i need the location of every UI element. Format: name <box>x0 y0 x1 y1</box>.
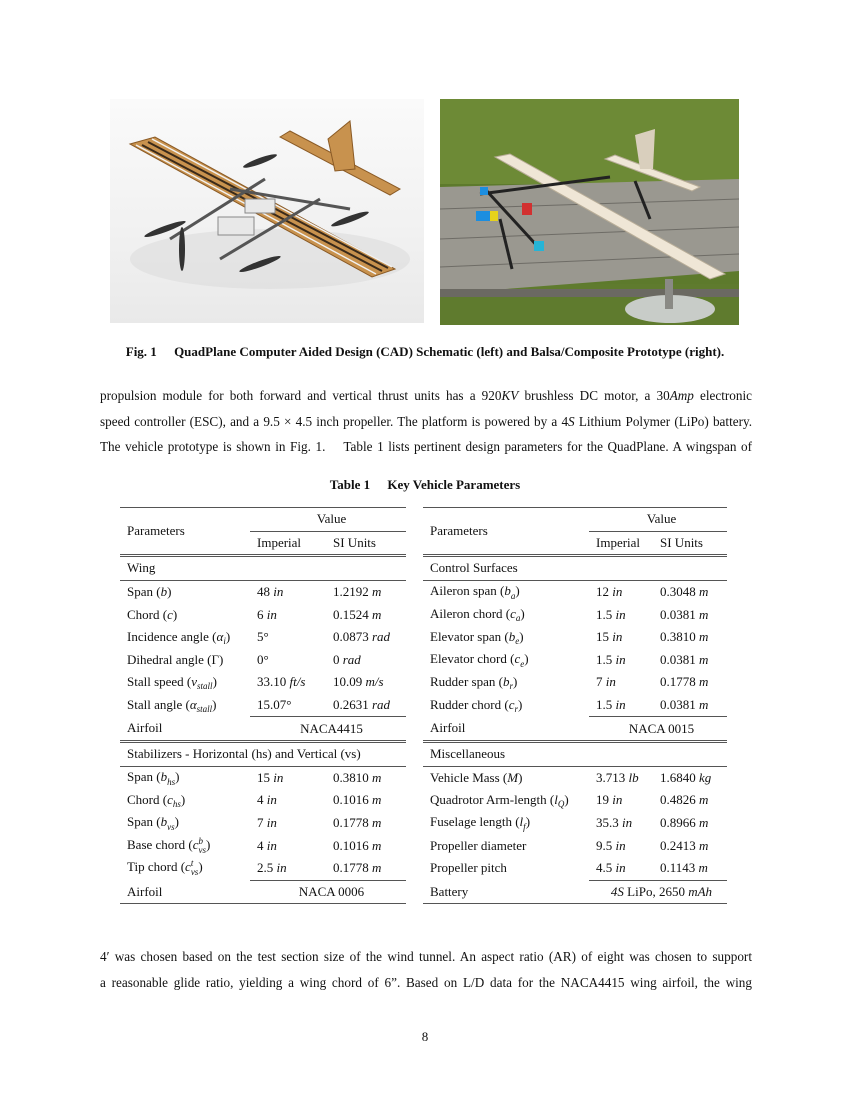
param-symbol: b <box>508 628 516 644</box>
param-cell: Span (b) <box>127 584 172 600</box>
imperial-value: 1.5 in <box>596 697 626 713</box>
param-cell: Span (b vs ) <box>127 814 179 832</box>
param-symbol: b <box>502 673 510 689</box>
unit: in <box>273 584 284 600</box>
si-value: 0.0381 m <box>660 606 709 622</box>
text-line: propulsion module for both forward and vertical thrust units has a 920KV brushless DC motor, a 30Amp electronic <box>100 388 753 403</box>
text-line: 4′ was chosen based on the test section size of the wind tunnel. An aspect ratio (AR) of eight was chosen to support <box>100 949 752 964</box>
unit: m <box>372 792 382 808</box>
imperial-value: 35.3 in <box>596 815 633 831</box>
airfoil-row <box>423 717 727 742</box>
unit: m <box>372 815 382 831</box>
table-row <box>120 603 406 626</box>
param-cell: Base chord (c b vs ) <box>127 835 211 855</box>
param-symbol: b <box>160 814 168 830</box>
param-cell: Chord (c hs ) <box>127 791 186 810</box>
imperial-value: 48 in <box>257 584 284 600</box>
header-si: SI Units <box>653 531 727 556</box>
table-title <box>0 477 850 493</box>
param-symbol: v <box>191 673 198 689</box>
table-row <box>423 834 727 857</box>
section-header-row <box>120 556 406 581</box>
cad-schematic-image <box>110 99 424 323</box>
header-value: Value <box>589 508 727 532</box>
airfoil-value: NACA4415 <box>250 717 406 742</box>
imperial-value: 3.713 lb <box>596 769 639 785</box>
unit: m <box>699 629 709 645</box>
param-symbol: l <box>519 814 524 830</box>
si-value: 0.1778 m <box>333 860 382 876</box>
si-value: 0.0873 rad <box>333 629 391 645</box>
imperial-value: 4 in <box>257 792 277 808</box>
unit: lb <box>628 769 639 785</box>
airfoil-value: NACA 0015 <box>589 717 727 742</box>
prototype-photo <box>440 99 739 325</box>
unit: rad <box>372 629 391 645</box>
unit: in <box>612 792 623 808</box>
param-symbol: c <box>514 651 521 667</box>
param-symbol: b <box>160 769 168 785</box>
imperial-value: 0° <box>257 651 269 667</box>
si-value: 0.1143 m <box>660 860 708 876</box>
unit: m <box>372 837 382 853</box>
unit: m <box>699 651 709 667</box>
unit: m <box>372 860 382 876</box>
imperial-value: 4 in <box>257 837 277 853</box>
imperial-value: 15 in <box>596 629 623 645</box>
section-name: Miscellaneous <box>430 746 506 762</box>
table-row <box>120 671 406 694</box>
table-row <box>423 671 727 694</box>
param-cell: Incidence angle (α i ) <box>127 628 231 647</box>
param-cell: Stall speed (v stall ) <box>127 673 217 692</box>
param-cell: Elevator span (b e ) <box>430 628 524 647</box>
unit: m <box>699 792 709 808</box>
unit: m <box>699 697 709 713</box>
param-symbol: c <box>508 696 515 712</box>
unit: in <box>615 837 626 853</box>
param-cell: Fuselage length (l f ) <box>430 814 531 832</box>
header-imperial: Imperial <box>250 531 326 556</box>
text-line: speed controller (ESC), and a 9.5 × 4.5 inch propeller. The platform is powered by a 4S Lithium Polymer (LiPo) battery. <box>100 413 753 429</box>
unit: rad <box>342 651 361 667</box>
unit: m <box>372 584 382 600</box>
imperial-value: 12 in <box>596 584 623 600</box>
param-symbol: l <box>554 791 558 807</box>
param-symbol: b <box>504 583 511 599</box>
header-parameters: Parameters <box>423 508 589 556</box>
airfoil-value: 4S LiPo, 2650 mAh <box>589 880 727 904</box>
si-value: 0.1524 m <box>333 606 382 622</box>
unit: m <box>698 860 708 876</box>
airfoil-label: Battery <box>430 883 469 899</box>
imperial-value: 1.5 in <box>596 651 626 667</box>
unit: in <box>266 837 277 853</box>
si-value: 1.2192 m <box>333 584 382 600</box>
si-value: 0.3048 m <box>660 584 709 600</box>
table-row <box>120 857 406 880</box>
airfoil-row <box>120 717 406 742</box>
figure-caption-text: QuadPlane Computer Aided Design (CAD) Schematic (left) and Balsa/Composite Prototype (right). <box>174 344 725 359</box>
table-row <box>423 603 727 626</box>
table-row <box>120 812 406 835</box>
unit: in <box>612 629 623 645</box>
text-line: a reasonable glide ratio, yielding a wing chord of 6”. Based on L/D data for the NACA4415 wing airfoil, the wing <box>100 974 752 990</box>
unit: m <box>699 837 709 853</box>
page-number: 8 <box>421 1029 429 1044</box>
imperial-value: 15.07° <box>257 697 292 713</box>
unit: in <box>615 860 626 876</box>
param-cell: Propeller diameter <box>430 837 527 853</box>
imperial-value: 7 in <box>257 815 277 831</box>
param-cell: Stall angle (α stall ) <box>127 696 217 715</box>
imperial-value: 33.10 ft/s <box>257 674 306 690</box>
airfoil-row <box>423 880 727 904</box>
table-row <box>120 694 406 717</box>
unit: 4S <box>610 883 624 899</box>
unit: in <box>615 606 626 622</box>
unit: mAh <box>688 883 713 899</box>
unit: in <box>266 815 277 831</box>
table-body <box>120 556 406 904</box>
unit: rad <box>372 697 391 713</box>
param-symbol: c <box>167 606 173 622</box>
param-cell: Propeller pitch <box>430 860 507 876</box>
table-row <box>120 580 406 603</box>
unit: in <box>615 697 626 713</box>
unit: in <box>276 860 287 876</box>
param-symbol: α <box>216 628 224 644</box>
body-paragraph-1 <box>100 383 752 460</box>
header-value: Value <box>250 508 406 532</box>
si-value: 10.09 m/s <box>333 674 384 690</box>
param-cell: Chord (c) <box>127 606 178 622</box>
text-line: The vehicle prototype is shown in Fig. 1. Table 1 lists pertinent design parameters for the QuadPlane. A wingspan of <box>100 439 752 454</box>
param-cell: Vehicle Mass (M) <box>430 769 523 785</box>
table-row <box>120 789 406 812</box>
unit: m <box>699 606 709 622</box>
si-value: 0.0381 m <box>660 651 709 667</box>
param-symbol: c <box>510 605 516 621</box>
unit: m <box>372 606 382 622</box>
si-value: 0.1016 m <box>333 792 382 808</box>
param-cell: Rudder chord (c r ) <box>430 696 523 715</box>
table-row <box>120 766 406 789</box>
section-name: Control Surfaces <box>430 560 518 576</box>
table-row <box>423 649 727 672</box>
imperial-value: 19 in <box>596 792 623 808</box>
airfoil-row <box>120 880 406 904</box>
section-header-row <box>423 556 727 581</box>
si-value: 0.1016 m <box>333 837 382 853</box>
param-symbol: α <box>189 696 197 712</box>
unit: m <box>699 815 709 831</box>
si-value: 1.6840 kg <box>660 769 712 785</box>
header-parameters: Parameters <box>120 508 250 556</box>
imperial-value: 6 in <box>257 606 277 622</box>
param-cell: Aileron chord (c a ) <box>430 605 525 624</box>
table-row <box>423 766 727 789</box>
unit: in <box>266 606 277 622</box>
unit: in <box>605 674 616 690</box>
param-cell: Aileron span (b a ) <box>430 583 520 601</box>
imperial-value: 2.5 in <box>257 860 287 876</box>
unit: ft/s <box>289 674 306 690</box>
figure-caption <box>0 344 850 360</box>
param-symbol: c <box>167 791 173 807</box>
si-value: 0 rad <box>333 651 361 667</box>
si-value: 0.3810 m <box>333 769 382 785</box>
param-symbol: c <box>192 836 199 852</box>
imperial-value: 5° <box>257 629 269 645</box>
parameters-table-left <box>120 507 406 904</box>
unit: m <box>699 584 709 600</box>
table-row <box>423 580 727 603</box>
body-paragraph-2 <box>100 944 752 995</box>
header-imperial: Imperial <box>589 531 653 556</box>
table-row <box>120 834 406 857</box>
imperial-value: 9.5 in <box>596 837 626 853</box>
unit: m <box>699 674 709 690</box>
section-header-row <box>423 741 727 766</box>
airfoil-value: NACA 0006 <box>250 880 406 904</box>
si-value: 0.0381 m <box>660 697 709 713</box>
param-symbol: b <box>160 584 168 600</box>
unit: kg <box>699 769 712 785</box>
section-name: Wing <box>127 560 156 576</box>
si-value: 0.8966 m <box>660 815 709 831</box>
parameters-table-right <box>423 507 727 904</box>
table-row <box>120 649 406 672</box>
param-cell: Dihedral angle (Γ) <box>127 651 224 667</box>
si-value: 0.3810 m <box>660 629 709 645</box>
imperial-value: 1.5 in <box>596 606 626 622</box>
si-value: 0.1778 m <box>333 815 382 831</box>
param-symbol: c <box>185 859 191 875</box>
figure-label: Fig. 1 <box>125 344 157 359</box>
unit: in <box>622 815 633 831</box>
table-title-text: Key Vehicle Parameters <box>387 477 521 492</box>
param-cell: Rudder span (b r ) <box>430 673 518 692</box>
airfoil-label: Airfoil <box>127 883 163 899</box>
section-name: Stabilizers - Horizontal (hs) and Vertical (vs) <box>127 746 361 762</box>
airfoil-label: Airfoil <box>430 720 466 736</box>
param-symbol: M <box>507 769 519 785</box>
imperial-value: 4.5 in <box>596 860 626 876</box>
unit: in <box>612 584 623 600</box>
unit: m <box>372 769 382 785</box>
param-cell: Tip chord (c t vs ) <box>127 858 203 878</box>
unit: in <box>615 651 626 667</box>
si-value: 0.2413 m <box>660 837 709 853</box>
table-row <box>423 812 727 835</box>
si-value: 0.2631 rad <box>333 697 391 713</box>
table-row <box>120 626 406 649</box>
si-value: 0.4826 m <box>660 792 709 808</box>
table-label: Table 1 <box>329 477 371 492</box>
param-cell: Span (b hs ) <box>127 769 180 787</box>
table-row <box>423 626 727 649</box>
unit: m/s <box>365 674 384 690</box>
section-header-row <box>120 741 406 766</box>
table-body <box>423 556 727 904</box>
unit: in <box>266 792 277 808</box>
imperial-value: 15 in <box>257 769 284 785</box>
param-cell: Quadrotor Arm-length (l Q ) <box>430 791 569 810</box>
si-value: 0.1778 m <box>660 674 709 690</box>
table-row <box>423 694 727 717</box>
table-row <box>423 789 727 812</box>
imperial-value: 7 in <box>596 674 616 690</box>
param-cell: Elevator chord (c e ) <box>430 651 529 669</box>
airfoil-label: Airfoil <box>127 720 163 736</box>
header-si: SI Units <box>326 531 406 556</box>
table-row <box>423 857 727 880</box>
unit: in <box>273 769 284 785</box>
